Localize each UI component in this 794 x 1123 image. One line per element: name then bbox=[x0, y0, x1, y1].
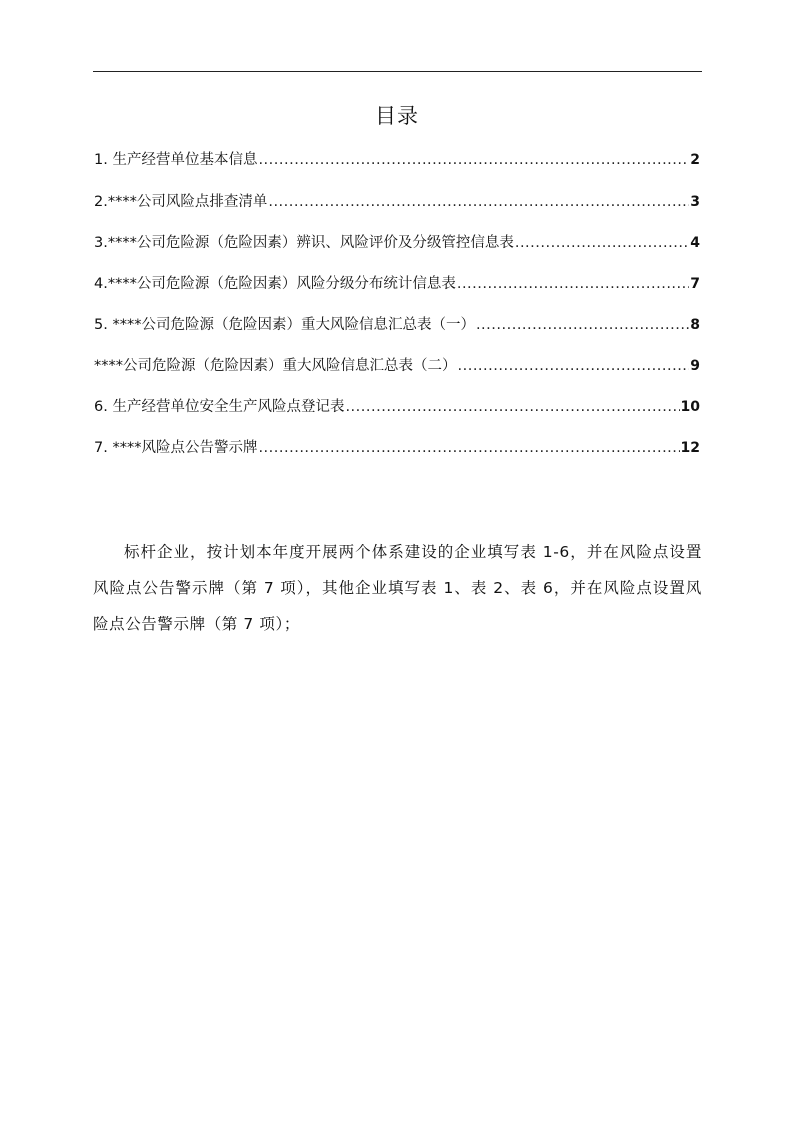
toc-page-number: 8 bbox=[690, 317, 700, 333]
toc-title: 目录 bbox=[375, 104, 419, 128]
toc-entry-label: 6. 生产经营单位安全生产风险点登记表 bbox=[94, 399, 345, 415]
toc-dot-leader bbox=[458, 352, 690, 380]
toc-entry-risk-point-register[interactable] bbox=[94, 393, 700, 434]
table-of-contents bbox=[94, 146, 700, 475]
note-paragraph: 标杆企业，按计划本年度开展两个体系建设的企业填写表 1-6，并在风险点设置风险点公告警示牌（第 7 项），其他企业填写表 1、表 2、表 6，并在风险点设置风险点公告警示牌（第 7 项）； bbox=[93, 542, 702, 633]
header-rule bbox=[93, 71, 702, 72]
toc-dot-leader bbox=[515, 229, 689, 257]
toc-entry-major-risk-summary-2[interactable] bbox=[94, 352, 700, 393]
toc-entry-label: 2.****公司风险点排查清单 bbox=[94, 194, 268, 210]
toc-dot-leader bbox=[258, 434, 679, 462]
toc-entry-basic-info[interactable] bbox=[94, 146, 700, 188]
toc-page-number: 2 bbox=[690, 152, 700, 168]
toc-dot-leader bbox=[476, 311, 689, 339]
toc-entry-warning-sign[interactable] bbox=[94, 434, 700, 475]
toc-dot-leader bbox=[268, 188, 689, 216]
toc-entry-label: 4.****公司危险源（危险因素）风险分级分布统计信息表 bbox=[94, 276, 456, 292]
toc-entry-label: ****公司危险源（危险因素）重大风险信息汇总表（二） bbox=[94, 358, 457, 374]
toc-entry-label: 7. ****风险点公告警示牌 bbox=[94, 440, 258, 456]
toc-entry-risk-distribution[interactable] bbox=[94, 270, 700, 311]
toc-dot-leader bbox=[258, 146, 689, 174]
toc-page-number: 12 bbox=[680, 440, 700, 456]
toc-page-number: 10 bbox=[680, 399, 700, 415]
toc-entry-major-risk-summary-1[interactable] bbox=[94, 311, 700, 352]
toc-page-number: 3 bbox=[690, 194, 700, 210]
toc-page-number: 7 bbox=[690, 276, 700, 292]
toc-entry-label: 5. ****公司危险源（危险因素）重大风险信息汇总表（一） bbox=[94, 317, 475, 333]
toc-entry-label: 3.****公司危险源（危险因素）辨识、风险评价及分级管控信息表 bbox=[94, 235, 514, 251]
toc-page-number: 9 bbox=[690, 358, 700, 374]
toc-dot-leader bbox=[345, 393, 679, 421]
toc-entry-hazard-identification[interactable] bbox=[94, 229, 700, 270]
toc-entry-label: 1. 生产经营单位基本信息 bbox=[94, 152, 258, 168]
toc-dot-leader bbox=[457, 270, 689, 298]
toc-entry-risk-point-list[interactable] bbox=[94, 188, 700, 229]
toc-page-number: 4 bbox=[690, 235, 700, 251]
